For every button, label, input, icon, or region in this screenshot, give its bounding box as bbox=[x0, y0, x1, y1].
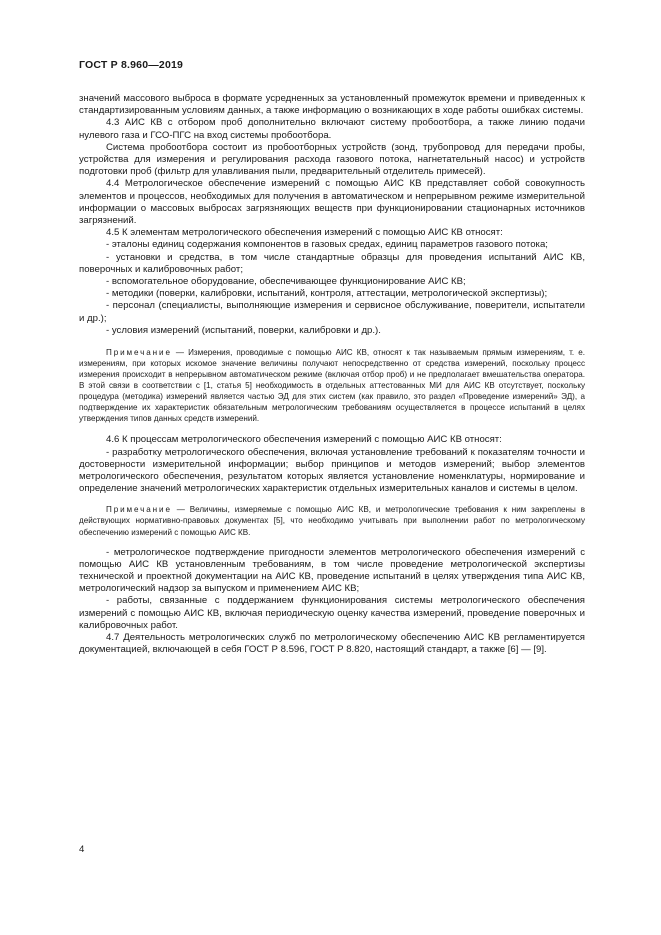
clause-4-7: 4.7 Деятельность метрологических служб по метрологическому обеспечению АИС КВ регламентируется документацией, включающей в себя ГОСТ Р 8.596, ГОСТ Р 8.820, настоящий стандарт, а также [6] — [9]. bbox=[79, 631, 585, 656]
sampling-system-paragraph: Система пробоотбора состоит из пробоотборных устройств (зонд, трубопровод для передачи пробы, устройства для измерения и регулирования расхода газового потока, нагнетательный насос) и устройств подготовки проб (фильтр для улавливания пыли, предварительный отделитель примесей). bbox=[79, 141, 585, 178]
clause-4-3: 4.3 АИС КВ с отбором проб дополнительно включают систему пробоотбора, а также линию подачи нулевого газа и ГСО-ПГС на вход системы пробоотбора. bbox=[79, 117, 585, 141]
document-body bbox=[79, 93, 585, 656]
note-1 bbox=[79, 347, 585, 424]
standard-header: ГОСТ Р 8.960—2019 bbox=[79, 59, 184, 71]
list-item: - персонал (специалисты, выполняющие измерения и сервисное обслуживание, поверители, испытатели и др.); bbox=[79, 300, 585, 324]
list-item: - работы, связанные с поддержанием функционирования системы метрологического обеспечения измерений с помощью АИС КВ, включая периодическую оценку качества измерений, проведение поверочных и калибровочных работ. bbox=[79, 595, 585, 631]
list-item: - разработку метрологического обеспечения, включая установление требований к показателям точности и достоверности измерительной информации; выбор принципов и методов измерений; выбор элементов метрологического обеспечения, результатом которых является установление номенклатуры, нормирование и определение значений метрологических характеристик отдельных измерительных каналов и системы в целом. bbox=[79, 446, 585, 495]
clause-4-4: 4.4 Метрологическое обеспечение измерений с помощью АИС КВ представляет собой совокупность элементов и процессов, необходимых для получения в автоматическом и непрерывном режиме измерительной информации о массовых выбросах загрязняющих веществ при функционировании стационарных источников загрязнений. bbox=[79, 178, 585, 227]
list-item: - методики (поверки, калибровки, испытаний, контроля, аттестации, метрологической экспертизы); bbox=[106, 288, 548, 300]
list-item: - метрологическое подтверждение пригодности элементов метрологического обеспечения измерений с помощью АИС КВ установленным требованиям, в том числе проведение метрологической экспертизы технической и проектной документации на АИС КВ, проведение испытаний в целях утверждения типа АИС КВ, метрологический надзор за выпуском и применением АИС КВ; bbox=[79, 546, 585, 595]
note-text: — Измерения, проводимые с помощью АИС КВ, относят к так называемым прямым измерениям, т. е. измерениям, при которых искомое значение величины получают непосредственно от средства измерений, поскольку процесс измерения происходит в непрерывном автоматическом режиме (включая отбор проб) и не предполагает вмешательства оператора. В этой связи в соответствии с [1, статья 5] необходимость в отдельных аттестованных МИ для АИС КВ отсутствует, поскольку процедура (методика) измерений является частью ЭД для этих систем (как правило, это раздел «Проведение измерений» ЭД), а подтверждение их характеристик обязательным метрологическим требованиям осуществляется в процессе испытаний в целях утверждения типов данных средств измерений. bbox=[79, 348, 585, 424]
clause-4-5: 4.5 К элементам метрологического обеспечения измерений с помощью АИС КВ относят: bbox=[106, 227, 503, 239]
list-item: - установки и средства, в том числе стандартные образцы для проведения испытаний АИС КВ, поверочных и калибровочных работ; bbox=[79, 251, 585, 275]
paragraph-continuation: значений массового выброса в формате усредненных за установленный промежуток времени и приведенных к стандартизированным условиям данных, а также информацию о возникающих в ходе работы ошибках системы. bbox=[79, 93, 585, 117]
list-item: - условия измерений (испытаний, поверки, калибровки и др.). bbox=[106, 324, 381, 336]
list-item: - эталоны единиц содержания компонентов в газовых средах, единиц параметров газового потока; bbox=[106, 239, 548, 251]
list-item: - вспомогательное оборудование, обеспечивающее функционирование АИС КВ; bbox=[106, 276, 466, 288]
note-2 bbox=[79, 504, 585, 537]
clause-4-6: 4.6 К процессам метрологического обеспечения измерений с помощью АИС КВ относят: bbox=[106, 434, 502, 446]
note-label: Примечание bbox=[106, 505, 172, 515]
note-label: Примечание bbox=[106, 348, 172, 358]
note-text: — Величины, измеряемые с помощью АИС КВ, и метрологические требования к ним закреплены в действующих нормативно-правовых документах [5], что необходимо учитывать при выполнении работ по метрологическому обеспечению измерений с помощью АИС КВ. bbox=[79, 505, 585, 537]
page-number: 4 bbox=[79, 844, 85, 855]
